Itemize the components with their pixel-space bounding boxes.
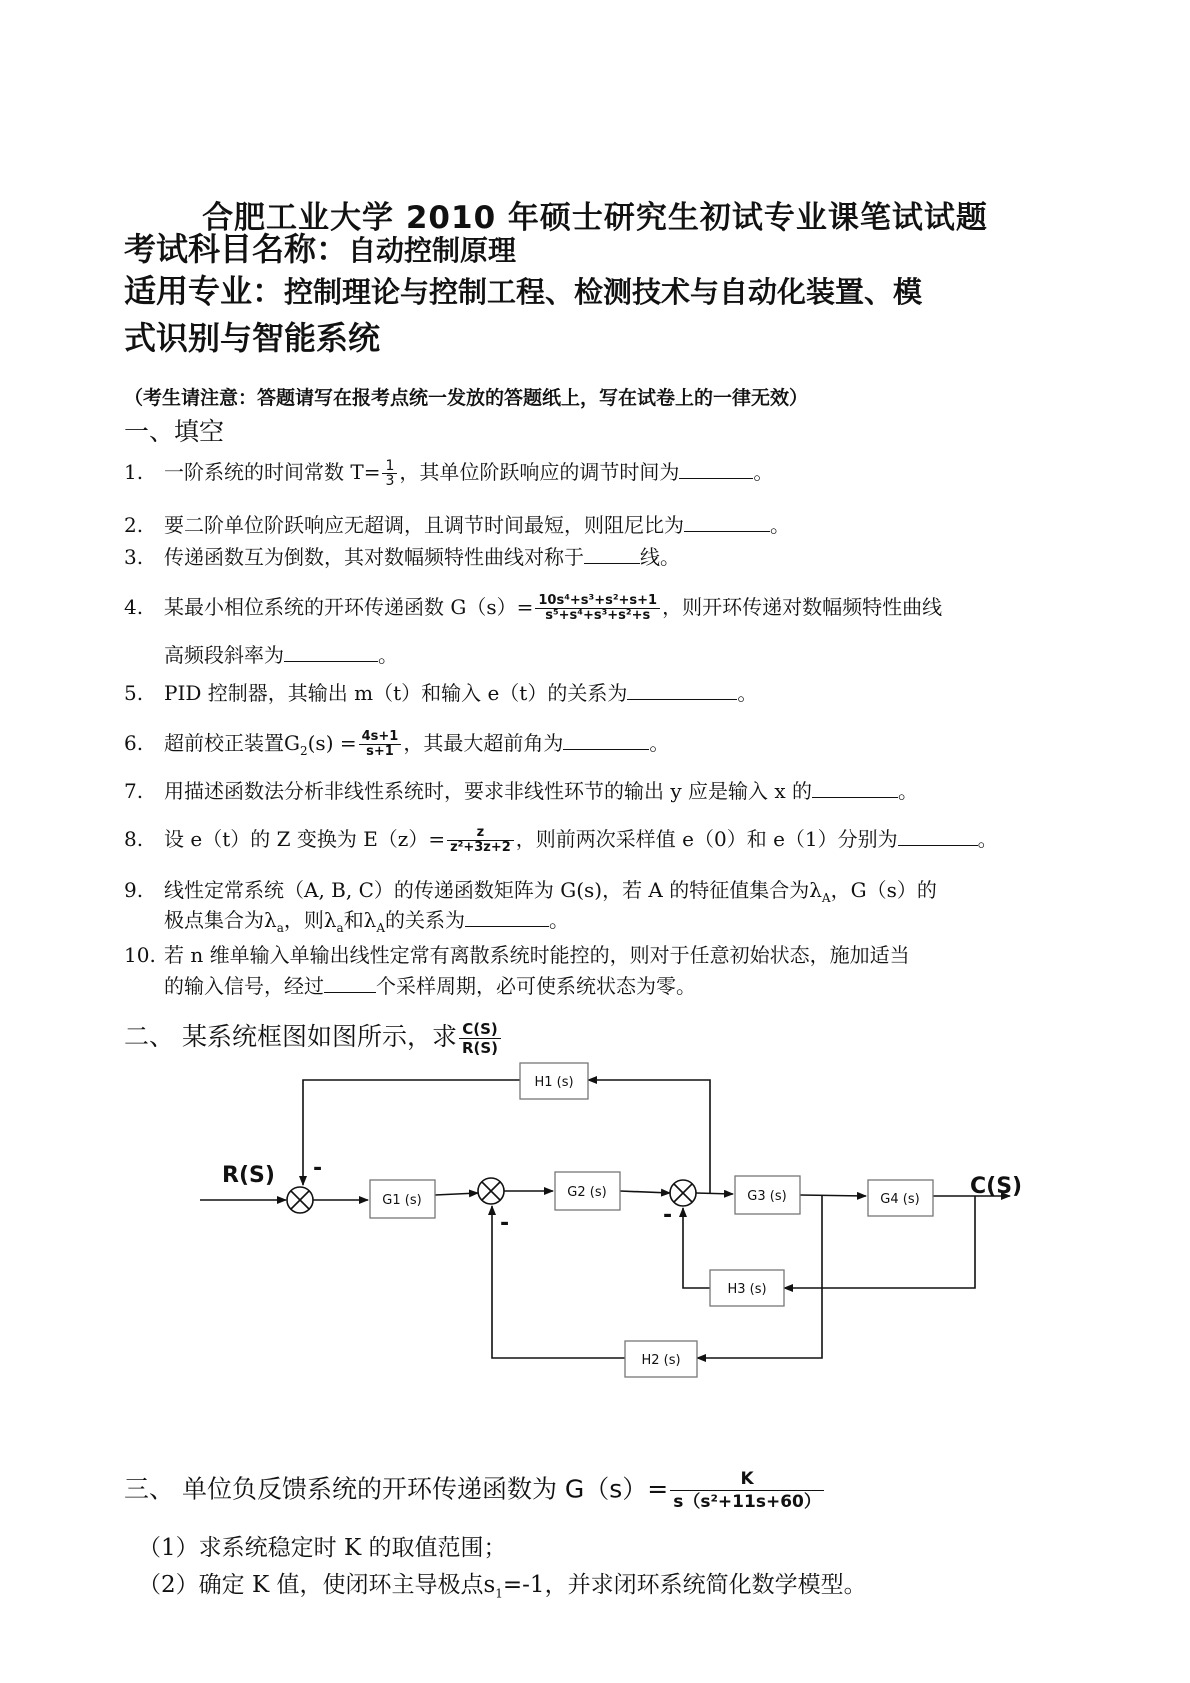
q9-line1a: 线性定常系统（A, B, C）的传递函数矩阵为 G(s)，若 A 的特征值集合为λ	[164, 878, 822, 902]
line-g2-s3	[620, 1191, 670, 1193]
q9-line2c: 和λ	[343, 908, 377, 932]
q3-number: 3.	[124, 545, 144, 569]
section3-part2	[138, 1566, 867, 1601]
q4-post: ，则开环传递对数幅频特性曲线	[662, 595, 943, 619]
q1-frac-den: 3	[385, 473, 395, 489]
q9-sub-a2: a	[336, 921, 344, 935]
label-g2: G2 (s)	[567, 1185, 607, 1200]
q10-line2b: 个采样周期，必可使系统状态为零。	[376, 974, 696, 998]
input-label: R(S)	[222, 1163, 275, 1188]
q1-frac-num: 1	[382, 459, 397, 474]
q8-frac-num: z	[447, 826, 514, 841]
label-h3: H3 (s)	[727, 1282, 767, 1297]
section3-heading	[124, 1468, 826, 1513]
q6-number: 6.	[124, 731, 144, 755]
q9-line2b: ，则λ	[283, 908, 337, 932]
section2-frac-den: R(S)	[461, 1038, 499, 1057]
q4-line2: 高频段斜率为	[164, 643, 284, 667]
subject-label: 考试科目名称：	[124, 230, 349, 268]
q1-end: 。	[753, 460, 774, 484]
exam-title: 合肥工业大学 2010 年硕士研究生初试专业课笔试试题	[202, 200, 988, 236]
section3-part2b: =-1，并求闭环系统简化数学模型。	[502, 1572, 867, 1598]
minus-sign-1: -	[313, 1156, 323, 1181]
q6-sub: 2	[299, 744, 308, 758]
section3-frac-den: s（s²+11s+60）	[673, 1492, 821, 1512]
output-label: C(S)	[970, 1174, 1023, 1199]
q7-number: 7.	[124, 779, 144, 803]
q9-end: 。	[549, 908, 570, 932]
q2-end: 。	[770, 513, 790, 537]
q6-mid: (s) =	[307, 731, 357, 755]
q1-number: 1.	[124, 460, 144, 484]
q5-text: PID 控制器，其输出 m（t）和输入 e（t）的关系为	[164, 681, 628, 705]
q7-end: 。	[898, 779, 919, 803]
q6-end: 。	[649, 731, 670, 755]
major-label: 适用专业：	[124, 272, 285, 310]
label-g3: G3 (s)	[747, 1189, 787, 1204]
notice: （考生请注意：答题请写在报考点统一发放的答题纸上，写在试卷上的一律无效）	[124, 387, 809, 409]
section3-fraction	[670, 1468, 824, 1513]
q5-end: 。	[737, 681, 758, 705]
h1-feedback-out	[303, 1080, 520, 1185]
q4-pre: 某最小相位系统的开环传递函数 G（s）=	[164, 595, 534, 619]
q7-text: 用描述函数法分析非线性系统时，要求非线性环节的输出 y 应是输入 x 的	[164, 779, 813, 803]
label-g4: G4 (s)	[880, 1192, 920, 1207]
q4-frac-den: s⁵+s⁴+s³+s²+s	[545, 608, 651, 623]
minus-sign-2: -	[500, 1211, 510, 1236]
section3-part2a: （2）确定 K 值，使闭环主导极点s	[138, 1572, 496, 1598]
line-s3-g3	[696, 1193, 733, 1194]
section3-heading-text: 三、 单位负反馈系统的开环传递函数为 G（s）=	[124, 1474, 669, 1504]
sum-junction-3-cross	[674, 1184, 692, 1202]
q1-pre: 一阶系统的时间常数 T=	[164, 460, 381, 484]
q4-number: 4.	[124, 595, 144, 619]
h3-feedback-out	[683, 1208, 710, 1288]
section2-heading-text: 二、 某系统框图如图所示，求	[124, 1022, 457, 1051]
q2-number: 2.	[124, 513, 144, 537]
sum-junction-1-cross	[291, 1191, 309, 1209]
q10-line2a: 的输入信号，经过	[164, 974, 324, 998]
subject-name: 自动控制原理	[348, 234, 517, 267]
q9-number: 9.	[124, 878, 144, 902]
q6-post: ，其最大超前角为	[403, 731, 564, 755]
line-g1-s2	[435, 1193, 478, 1195]
q6-pre: 超前校正装置G	[164, 731, 300, 755]
q10-line1: 若 n 维单输入单输出线性定常有离散系统时能控的，则对于任意初始状态，施加适当	[164, 943, 910, 967]
q6-frac-num: 4s+1	[359, 730, 402, 745]
q10-number: 10.	[124, 943, 156, 967]
q4-frac-num: 10s⁴+s³+s²+s+1	[535, 594, 660, 609]
section3-part2-sub: 1	[495, 1586, 503, 1601]
line-g3-g4	[800, 1195, 866, 1196]
section3-part1: （1）求系统稳定时 K 的取值范围；	[138, 1535, 507, 1561]
q8-number: 8.	[124, 827, 144, 851]
q9-sub-a1: a	[276, 921, 284, 935]
sum-junction-2-cross	[482, 1182, 500, 1200]
q1-post: ，其单位阶跃响应的调节时间为	[399, 460, 680, 484]
q3-end: 线。	[640, 545, 680, 569]
q8-post: ，则前两次采样值 e（0）和 e（1）分别为	[515, 827, 898, 851]
major-line2: 式识别与智能系统	[124, 319, 381, 357]
q9-line2d: 的关系为	[385, 908, 466, 932]
q8-end: 。	[977, 827, 998, 851]
label-h2: H2 (s)	[641, 1353, 681, 1368]
q8-pre: 设 e（t）的 Z 变换为 E（z）=	[164, 827, 446, 851]
q6-frac-den: s+1	[366, 744, 394, 759]
q8-frac-den: z²+3z+2	[450, 840, 511, 855]
label-h1: H1 (s)	[534, 1075, 574, 1090]
q3-text: 传递函数互为倒数，其对数幅频特性曲线对称于	[164, 545, 584, 569]
q4-end: 。	[378, 643, 398, 667]
q9-line2a: 极点集合为λ	[164, 908, 277, 932]
q2-text: 要二阶单位阶跃响应无超调，且调节时间最短，则阻尼比为	[164, 513, 684, 537]
major-line1: 控制理论与控制工程、检测技术与自动化装置、模	[284, 275, 923, 309]
q5-number: 5.	[124, 681, 144, 705]
q9-sub-A: A	[821, 891, 831, 905]
minus-sign-3: -	[663, 1203, 673, 1228]
section1-heading: 一、填空	[124, 417, 225, 446]
section3-frac-num: K	[670, 1468, 824, 1491]
h2-feedback-out	[492, 1206, 625, 1358]
section2-frac-num: C(S)	[459, 1020, 501, 1039]
label-g1: G1 (s)	[382, 1193, 422, 1208]
q9-sub-A2: A	[376, 921, 386, 935]
q9-line1b: ，G（s）的	[830, 878, 937, 902]
